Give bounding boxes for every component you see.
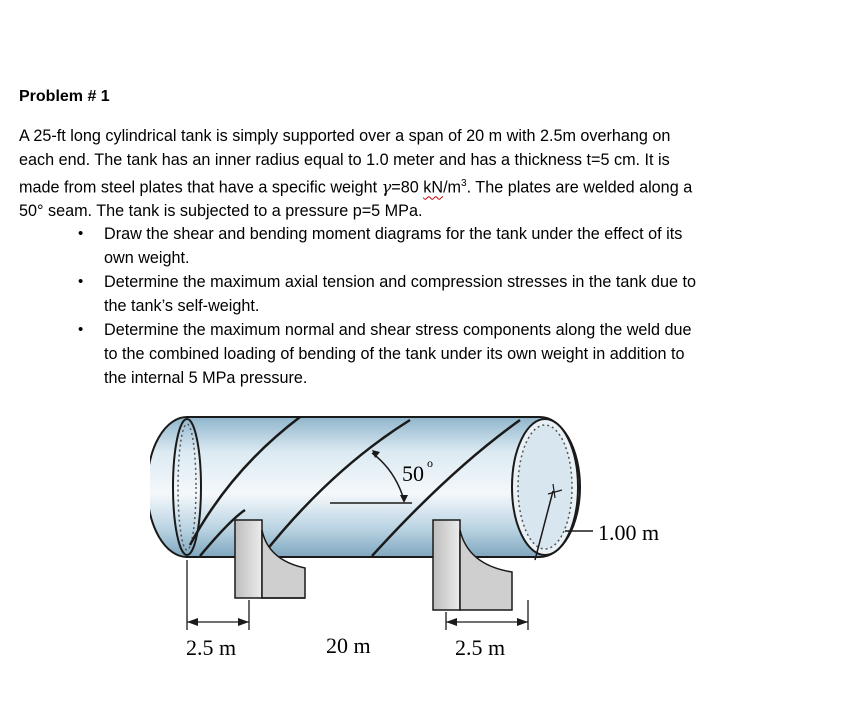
angle-label: 50 <box>402 461 424 486</box>
task-3-line-1: Determine the maximum normal and shear stress components along the weld due <box>104 321 692 339</box>
statement-line-3-start: made from steel plates that have a specific weight <box>19 178 382 197</box>
statement-line-1: A 25-ft long cylindrical tank is simply supported over a span of 20 m with 2.5m overhang on <box>19 127 671 145</box>
task-3-line-2: to the combined loading of bending of the tank under its own weight in addition to <box>104 345 685 363</box>
statement-line-3 <box>19 172 789 200</box>
task-2-line-1: Determine the maximum axial tension and compression stresses in the tank due to <box>104 273 697 291</box>
left-overhang-label: 2.5 m <box>186 635 237 660</box>
statement-line-3-end: . The plates are welded along a <box>466 178 693 197</box>
problem-statement <box>19 125 789 224</box>
statement-line-4: 50° seam. The tank is subjected to a pressure p=5 MPa. <box>19 202 423 221</box>
bullet-icon: • <box>78 225 84 242</box>
task-item-3 <box>78 318 774 390</box>
task-1-line-1: Draw the shear and bending moment diagrams for the tank under the effect of its <box>104 225 683 243</box>
right-overhang-label: 2.5 m <box>455 635 506 660</box>
span-label: 20 m <box>326 633 371 658</box>
statement-line-2: each end. The tank has an inner radius equal to 1.0 meter and has a thickness t=5 cm. It is <box>19 150 670 169</box>
task-2-line-2: the tank’s self-weight. <box>104 297 260 315</box>
unit-weight-value: =80 <box>391 178 424 197</box>
problem-title: Problem # 1 <box>19 88 110 105</box>
bullet-icon: • <box>78 273 84 290</box>
angle-degree-symbol: o <box>427 456 433 470</box>
task-1-line-2: own weight. <box>104 249 190 267</box>
tank-figure <box>150 400 710 700</box>
gamma-symbol: γ <box>381 177 392 197</box>
radius-label: 1.00 m <box>598 520 660 545</box>
task-item-2 <box>78 270 774 318</box>
unit-exponent: 3 <box>461 178 467 190</box>
unit-per-m: /m <box>443 178 462 197</box>
task-item-1 <box>78 222 774 270</box>
unit-kn: kN <box>423 178 444 197</box>
task-list <box>78 222 774 390</box>
task-3-line-3: the internal 5 MPa pressure. <box>104 369 308 387</box>
bullet-icon: • <box>78 321 84 338</box>
